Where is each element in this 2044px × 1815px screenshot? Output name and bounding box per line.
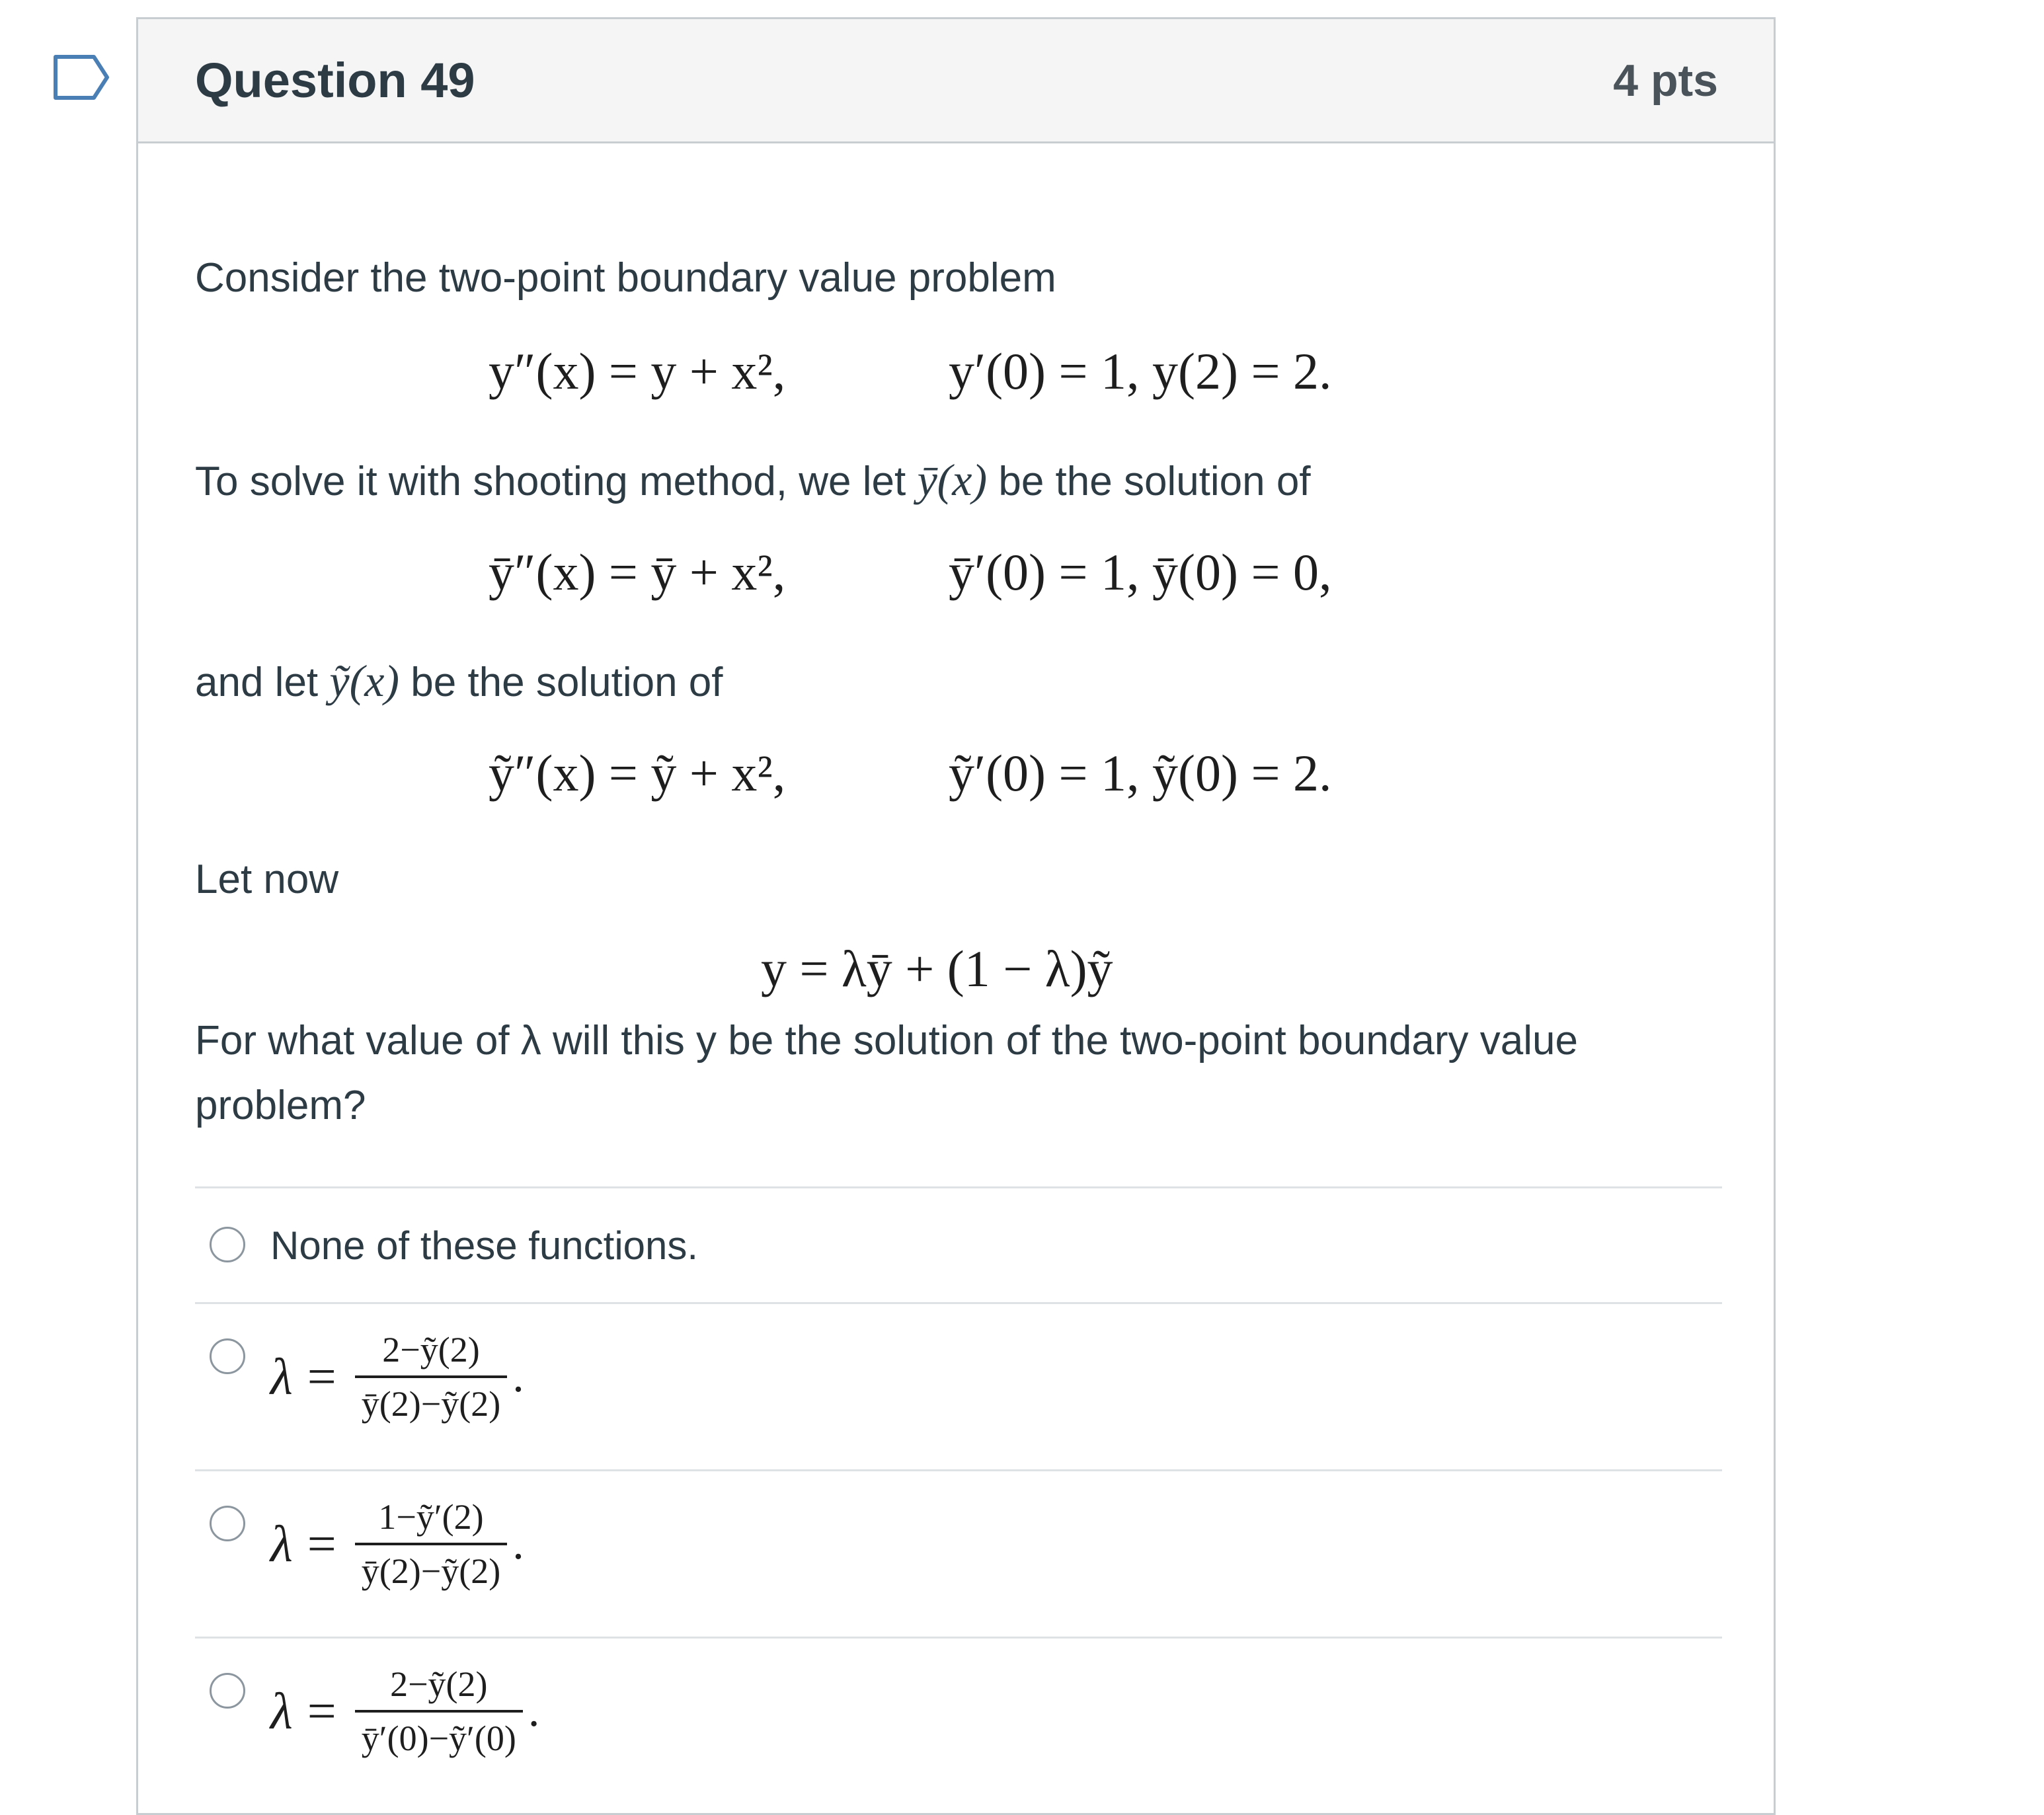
lambda-symbol: λ [270,1682,293,1740]
numerator: 2−ỹ(2) [390,1664,488,1704]
equals-sign: = [307,1515,336,1572]
equation-1-right: y′(0) = 1, y(2) = 2. [949,342,1332,400]
fraction [355,1329,507,1424]
question-title: Question 49 [195,53,475,108]
and-let-after: be the solution of [399,660,723,705]
equals-sign: = [307,1348,336,1405]
period: . [512,1351,524,1402]
denominator: ȳ(2)−ỹ(2) [355,1543,507,1592]
radio-button[interactable] [210,1227,245,1262]
radio-button[interactable] [210,1338,245,1374]
numerator: 1−ỹ′(2) [378,1497,484,1537]
shooting-text-before: To solve it with shooting method, we let [195,459,918,504]
lambda-symbol: λ [270,1348,293,1405]
question-points: 4 pts [1613,55,1718,106]
fraction [355,1664,523,1759]
y-bar-symbol: ȳ(x) [917,455,988,505]
period: . [528,1685,540,1736]
numerator: 2−ỹ(2) [382,1330,480,1370]
y-tilde-symbol: ỹ(x) [329,656,400,706]
question-card [136,17,1776,1815]
answer-choice-1[interactable] [195,1188,1722,1302]
period: . [512,1518,524,1569]
shooting-text [195,454,1311,506]
radio-button[interactable] [210,1506,245,1541]
equation-3-left: ỹ″(x) = ỹ + x², [489,744,786,802]
equation-1-left: y″(x) = y + x², [489,342,786,400]
radio-button[interactable] [210,1673,245,1709]
denominator: ȳ′(0)−ỹ′(0) [355,1710,523,1759]
answer-label: None of these functions. [270,1223,699,1268]
answer-choice-2[interactable] [195,1304,1722,1469]
denominator: ȳ(2)−ỹ(2) [355,1375,507,1424]
let-now-text: Let now [195,857,339,902]
question-prompt-line2: problem? [195,1083,366,1128]
intro-text: Consider the two-point boundary value problem [195,255,1056,301]
equation-2-right: ȳ′(0) = 1, ȳ(0) = 0, [949,543,1332,601]
shooting-text-after: be the solution of [987,459,1311,504]
answer-choice-4[interactable] [195,1639,1722,1804]
answer-choice-3[interactable] [195,1471,1722,1637]
lambda-symbol: λ [270,1515,293,1572]
fraction [355,1496,507,1592]
answer-formula [270,1496,524,1592]
question-header [138,19,1774,143]
and-let-before: and let [195,660,330,705]
answer-formula [270,1664,539,1759]
equation-2-left: ȳ″(x) = ȳ + x², [489,543,786,601]
flag-bookmark-icon[interactable] [53,54,111,100]
equation-combination: y = λȳ + (1 − λ)ỹ [761,940,1113,997]
answer-formula [270,1329,524,1424]
equals-sign: = [307,1682,336,1740]
equation-3-right: ỹ′(0) = 1, ỹ(0) = 2. [949,744,1332,802]
question-prompt-line1: For what value of λ will this y be the solution of the two-point boundary value [195,1018,1578,1063]
and-let-text [195,655,723,707]
